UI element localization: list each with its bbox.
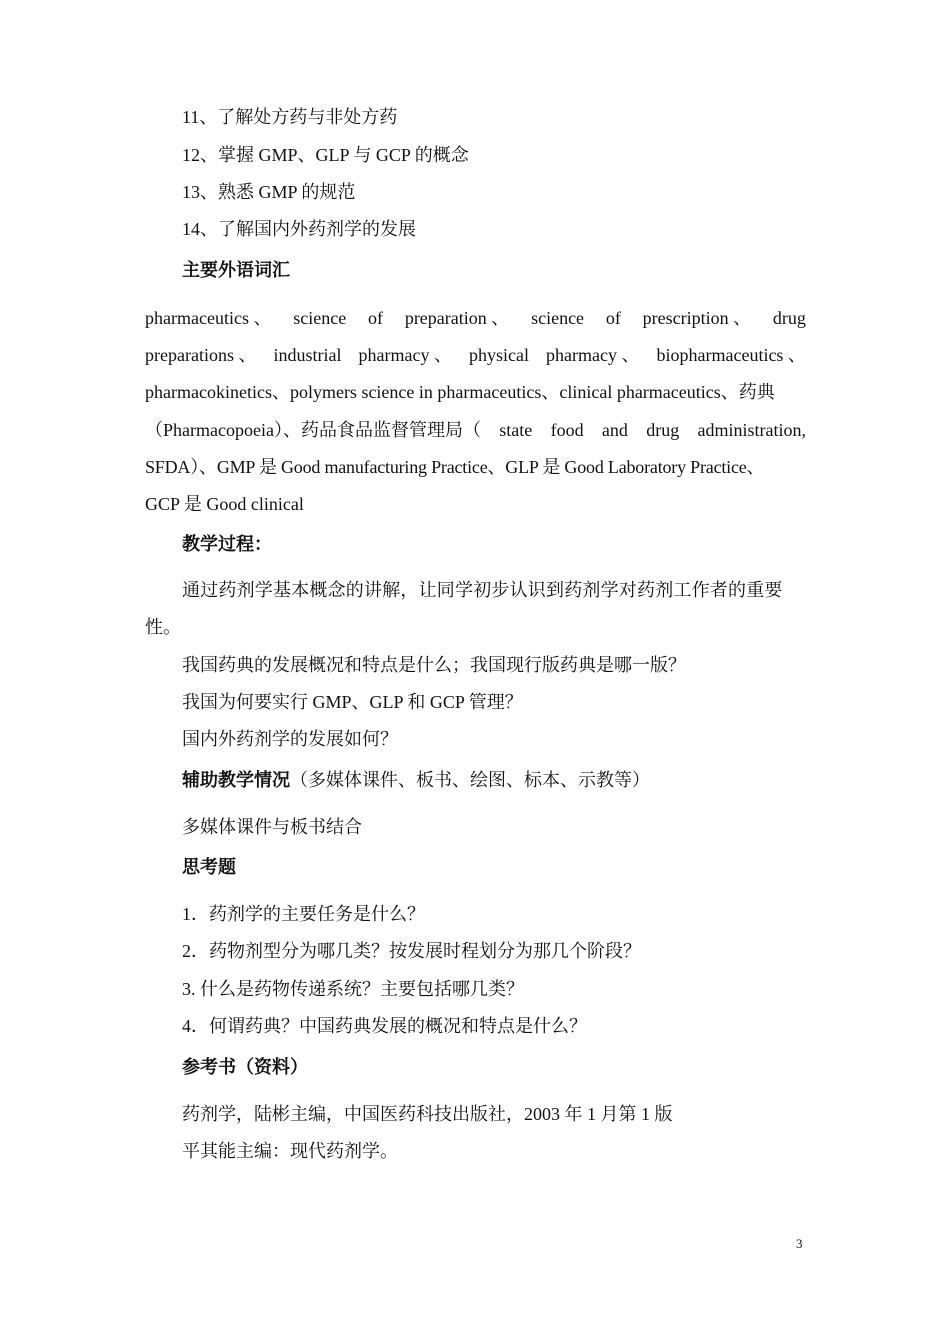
process-paragraph-line: 通过药剂学基本概念的讲解，让同学初步认识到药剂学对药剂工作者的重要 — [182, 580, 783, 600]
vocab-word: drug — [772, 308, 806, 328]
vocab-word: prescription 、 — [642, 308, 752, 328]
reference-item: 药剂学，陆彬主编，中国医药科技出版社，2003 年 1 月第 1 版 — [182, 1104, 673, 1124]
vocab-word: pharmacy 、 — [358, 345, 452, 365]
vocab-word: pharmaceutics 、 — [145, 308, 272, 328]
process-question: 国内外药剂学的发展如何？ — [182, 729, 398, 749]
objective-item: 14、了解国内外药剂学的发展 — [182, 219, 416, 239]
page-number: 3 — [796, 1236, 803, 1251]
vocab-line-3: pharmacokinetics、polymers science in pharmaceutics、clinical pharmaceutics、药典 — [145, 382, 775, 402]
objective-item: 11、了解处方药与非处方药 — [182, 107, 398, 127]
vocab-word: state — [499, 420, 533, 440]
vocab-word: and — [601, 420, 628, 440]
vocab-line-6: GCP 是 Good clinical — [145, 494, 304, 514]
vocab-word: pharmacy 、 — [546, 345, 640, 365]
process-heading: 教学过程： — [182, 534, 272, 555]
vocab-line-4 — [145, 418, 806, 442]
aids-heading-note: （多媒体课件、板书、绘图、标本、示教等） — [290, 770, 650, 791]
reference-item: 平其能主编：现代药剂学。 — [182, 1141, 398, 1161]
process-question: 我国药典的发展概况和特点是什么；我国现行版药典是哪一版？ — [182, 655, 686, 675]
question-item: 3. 什么是药物传递系统？主要包括哪几类？ — [182, 979, 524, 999]
vocab-word: administration, — [697, 420, 806, 440]
question-item: 2．药物剂型分为哪几类？按发展时程划分为那几个阶段？ — [182, 941, 641, 961]
vocab-word: drug — [646, 420, 680, 440]
vocab-word: of — [605, 308, 621, 328]
vocab-word: science — [293, 308, 347, 328]
objective-item: 13、熟悉 GMP 的规范 — [182, 182, 356, 202]
objective-item: 12、掌握 GMP、GLP 与 GCP 的概念 — [182, 145, 469, 165]
question-item: 4．何谓药典？中国药典发展的概况和特点是什么？ — [182, 1016, 587, 1036]
vocab-word: biopharmaceutics 、 — [656, 345, 806, 365]
vocab-word: of — [368, 308, 384, 328]
vocab-word: （Pharmacopoeia）、药品食品监督管理局（ — [145, 420, 481, 440]
questions-heading: 思考题 — [182, 857, 236, 878]
vocab-line-5: SFDA）、GMP 是 Good manufacturing Practice、GLP 是 Good Laboratory Practice、 — [145, 457, 765, 477]
aids-heading-title: 辅助教学情况 — [182, 770, 290, 791]
process-question: 我国为何要实行 GMP、GLP 和 GCP 管理？ — [182, 692, 523, 712]
vocab-word: physical — [468, 345, 529, 365]
process-paragraph-line: 性。 — [145, 617, 181, 637]
aids-heading — [182, 769, 650, 793]
vocab-word: preparation 、 — [404, 308, 510, 328]
vocab-line-2 — [145, 343, 806, 367]
vocab-word: preparations 、 — [145, 345, 257, 365]
vocab-heading: 主要外语词汇 — [182, 260, 290, 281]
refs-heading: 参考书（资料） — [182, 1057, 308, 1078]
vocab-word: food — [550, 420, 584, 440]
question-item: 1．药剂学的主要任务是什么？ — [182, 904, 425, 924]
vocab-word: science — [531, 308, 585, 328]
aids-text: 多媒体课件与板书结合 — [182, 817, 362, 837]
vocab-line-1 — [145, 306, 806, 330]
vocab-word: industrial — [273, 345, 342, 365]
